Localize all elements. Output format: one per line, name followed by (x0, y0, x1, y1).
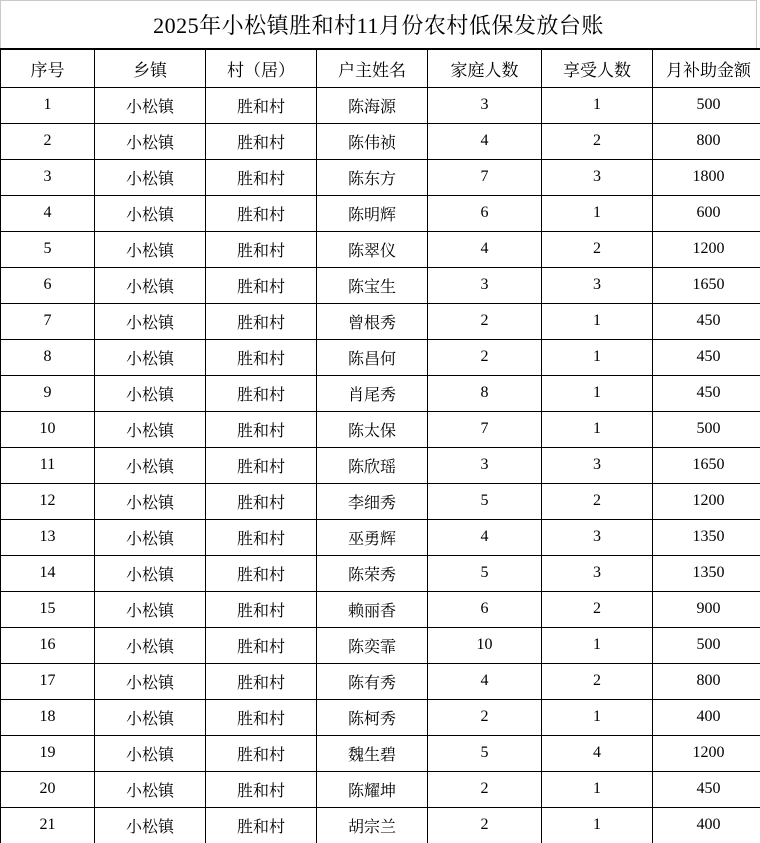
cell-householder: 陈明辉 (317, 195, 428, 231)
cell-beneficiaries: 1 (542, 195, 653, 231)
cell-town: 小松镇 (95, 663, 206, 699)
cell-monthly-subsidy: 800 (653, 123, 760, 159)
cell-town: 小松镇 (95, 267, 206, 303)
cell-householder: 陈有秀 (317, 663, 428, 699)
cell-beneficiaries: 1 (542, 627, 653, 663)
cell-householder: 陈荣秀 (317, 555, 428, 591)
cell-index: 21 (1, 807, 95, 843)
cell-beneficiaries: 1 (542, 807, 653, 843)
cell-town: 小松镇 (95, 195, 206, 231)
table-row (1, 303, 760, 339)
cell-town: 小松镇 (95, 411, 206, 447)
cell-beneficiaries: 2 (542, 663, 653, 699)
cell-householder: 李细秀 (317, 483, 428, 519)
cell-town: 小松镇 (95, 627, 206, 663)
cell-beneficiaries: 3 (542, 447, 653, 483)
cell-family-size: 4 (428, 519, 542, 555)
cell-monthly-subsidy: 1350 (653, 555, 760, 591)
cell-beneficiaries: 1 (542, 87, 653, 123)
cell-village: 胜和村 (206, 627, 317, 663)
cell-index: 8 (1, 339, 95, 375)
cell-family-size: 2 (428, 807, 542, 843)
cell-index: 9 (1, 375, 95, 411)
cell-village: 胜和村 (206, 87, 317, 123)
table-row (1, 591, 760, 627)
cell-monthly-subsidy: 450 (653, 375, 760, 411)
cell-index: 1 (1, 87, 95, 123)
cell-monthly-subsidy: 450 (653, 303, 760, 339)
cell-beneficiaries: 3 (542, 267, 653, 303)
column-header-index: 序号 (1, 49, 95, 87)
table-row (1, 123, 760, 159)
cell-family-size: 6 (428, 591, 542, 627)
cell-monthly-subsidy: 1200 (653, 231, 760, 267)
cell-family-size: 7 (428, 411, 542, 447)
cell-family-size: 5 (428, 735, 542, 771)
ledger-table (0, 48, 760, 843)
cell-beneficiaries: 1 (542, 411, 653, 447)
column-header-beneficiaries: 享受人数 (542, 49, 653, 87)
cell-town: 小松镇 (95, 123, 206, 159)
cell-village: 胜和村 (206, 447, 317, 483)
cell-town: 小松镇 (95, 483, 206, 519)
table-body (1, 87, 760, 843)
cell-index: 4 (1, 195, 95, 231)
table-row (1, 339, 760, 375)
cell-village: 胜和村 (206, 375, 317, 411)
cell-beneficiaries: 3 (542, 519, 653, 555)
cell-householder: 曾根秀 (317, 303, 428, 339)
cell-householder: 陈昌何 (317, 339, 428, 375)
cell-index: 6 (1, 267, 95, 303)
cell-family-size: 3 (428, 87, 542, 123)
table-row (1, 771, 760, 807)
column-header-monthly-subsidy: 月补助金额 (653, 49, 760, 87)
cell-town: 小松镇 (95, 807, 206, 843)
cell-monthly-subsidy: 400 (653, 699, 760, 735)
page-title: 2025年小松镇胜和村11月份农村低保发放台账 (0, 0, 757, 48)
cell-village: 胜和村 (206, 267, 317, 303)
cell-monthly-subsidy: 1800 (653, 159, 760, 195)
cell-village: 胜和村 (206, 339, 317, 375)
table-row (1, 411, 760, 447)
table-row (1, 627, 760, 663)
cell-village: 胜和村 (206, 771, 317, 807)
cell-family-size: 4 (428, 231, 542, 267)
cell-village: 胜和村 (206, 159, 317, 195)
cell-village: 胜和村 (206, 411, 317, 447)
cell-monthly-subsidy: 1200 (653, 483, 760, 519)
cell-monthly-subsidy: 500 (653, 627, 760, 663)
cell-monthly-subsidy: 1350 (653, 519, 760, 555)
cell-family-size: 2 (428, 699, 542, 735)
cell-householder: 魏生碧 (317, 735, 428, 771)
cell-village: 胜和村 (206, 303, 317, 339)
table-row (1, 267, 760, 303)
cell-index: 12 (1, 483, 95, 519)
cell-index: 7 (1, 303, 95, 339)
cell-householder: 陈太保 (317, 411, 428, 447)
table-row (1, 519, 760, 555)
cell-monthly-subsidy: 900 (653, 591, 760, 627)
cell-index: 11 (1, 447, 95, 483)
cell-index: 5 (1, 231, 95, 267)
cell-index: 18 (1, 699, 95, 735)
cell-family-size: 5 (428, 555, 542, 591)
cell-beneficiaries: 2 (542, 123, 653, 159)
table-row (1, 483, 760, 519)
table-header (1, 49, 760, 87)
cell-village: 胜和村 (206, 483, 317, 519)
cell-village: 胜和村 (206, 735, 317, 771)
cell-town: 小松镇 (95, 699, 206, 735)
cell-village: 胜和村 (206, 699, 317, 735)
column-header-family-size: 家庭人数 (428, 49, 542, 87)
table-row (1, 231, 760, 267)
cell-beneficiaries: 1 (542, 699, 653, 735)
cell-beneficiaries: 1 (542, 375, 653, 411)
cell-monthly-subsidy: 500 (653, 87, 760, 123)
cell-index: 20 (1, 771, 95, 807)
cell-village: 胜和村 (206, 519, 317, 555)
cell-family-size: 2 (428, 303, 542, 339)
cell-family-size: 4 (428, 663, 542, 699)
cell-town: 小松镇 (95, 303, 206, 339)
table-row (1, 87, 760, 123)
cell-village: 胜和村 (206, 807, 317, 843)
column-header-householder: 户主姓名 (317, 49, 428, 87)
cell-town: 小松镇 (95, 375, 206, 411)
cell-family-size: 4 (428, 123, 542, 159)
cell-householder: 陈耀坤 (317, 771, 428, 807)
cell-beneficiaries: 4 (542, 735, 653, 771)
cell-monthly-subsidy: 450 (653, 771, 760, 807)
cell-town: 小松镇 (95, 591, 206, 627)
cell-village: 胜和村 (206, 231, 317, 267)
table-row (1, 663, 760, 699)
cell-index: 3 (1, 159, 95, 195)
cell-index: 14 (1, 555, 95, 591)
cell-beneficiaries: 2 (542, 231, 653, 267)
cell-index: 16 (1, 627, 95, 663)
cell-town: 小松镇 (95, 519, 206, 555)
cell-town: 小松镇 (95, 159, 206, 195)
cell-householder: 陈柯秀 (317, 699, 428, 735)
cell-town: 小松镇 (95, 447, 206, 483)
cell-index: 19 (1, 735, 95, 771)
cell-beneficiaries: 3 (542, 555, 653, 591)
cell-family-size: 6 (428, 195, 542, 231)
cell-householder: 陈奕霏 (317, 627, 428, 663)
cell-householder: 胡宗兰 (317, 807, 428, 843)
cell-monthly-subsidy: 1650 (653, 447, 760, 483)
cell-village: 胜和村 (206, 195, 317, 231)
cell-town: 小松镇 (95, 231, 206, 267)
cell-family-size: 3 (428, 267, 542, 303)
cell-family-size: 3 (428, 447, 542, 483)
cell-householder: 赖丽香 (317, 591, 428, 627)
cell-monthly-subsidy: 400 (653, 807, 760, 843)
table-row (1, 699, 760, 735)
cell-village: 胜和村 (206, 591, 317, 627)
cell-householder: 陈东方 (317, 159, 428, 195)
cell-family-size: 7 (428, 159, 542, 195)
cell-beneficiaries: 2 (542, 483, 653, 519)
table-row (1, 735, 760, 771)
cell-monthly-subsidy: 500 (653, 411, 760, 447)
cell-monthly-subsidy: 450 (653, 339, 760, 375)
cell-householder: 肖尾秀 (317, 375, 428, 411)
cell-index: 10 (1, 411, 95, 447)
table-row (1, 195, 760, 231)
cell-monthly-subsidy: 1200 (653, 735, 760, 771)
cell-householder: 巫勇辉 (317, 519, 428, 555)
cell-village: 胜和村 (206, 555, 317, 591)
table-row (1, 447, 760, 483)
cell-village: 胜和村 (206, 123, 317, 159)
cell-beneficiaries: 1 (542, 303, 653, 339)
cell-index: 13 (1, 519, 95, 555)
cell-town: 小松镇 (95, 339, 206, 375)
cell-town: 小松镇 (95, 735, 206, 771)
cell-family-size: 10 (428, 627, 542, 663)
cell-town: 小松镇 (95, 87, 206, 123)
cell-householder: 陈翠仪 (317, 231, 428, 267)
cell-town: 小松镇 (95, 555, 206, 591)
column-header-village: 村（居） (206, 49, 317, 87)
cell-beneficiaries: 1 (542, 339, 653, 375)
cell-beneficiaries: 1 (542, 771, 653, 807)
cell-beneficiaries: 3 (542, 159, 653, 195)
cell-monthly-subsidy: 600 (653, 195, 760, 231)
cell-family-size: 5 (428, 483, 542, 519)
cell-beneficiaries: 2 (542, 591, 653, 627)
table-row (1, 375, 760, 411)
header-row (1, 49, 760, 87)
table-row (1, 159, 760, 195)
cell-index: 15 (1, 591, 95, 627)
table-row (1, 555, 760, 591)
cell-householder: 陈宝生 (317, 267, 428, 303)
cell-town: 小松镇 (95, 771, 206, 807)
cell-family-size: 8 (428, 375, 542, 411)
cell-index: 2 (1, 123, 95, 159)
cell-village: 胜和村 (206, 663, 317, 699)
cell-householder: 陈欣瑶 (317, 447, 428, 483)
cell-family-size: 2 (428, 771, 542, 807)
cell-index: 17 (1, 663, 95, 699)
column-header-town: 乡镇 (95, 49, 206, 87)
table-row (1, 807, 760, 843)
cell-monthly-subsidy: 1650 (653, 267, 760, 303)
cell-monthly-subsidy: 800 (653, 663, 760, 699)
cell-householder: 陈伟祯 (317, 123, 428, 159)
cell-family-size: 2 (428, 339, 542, 375)
cell-householder: 陈海源 (317, 87, 428, 123)
